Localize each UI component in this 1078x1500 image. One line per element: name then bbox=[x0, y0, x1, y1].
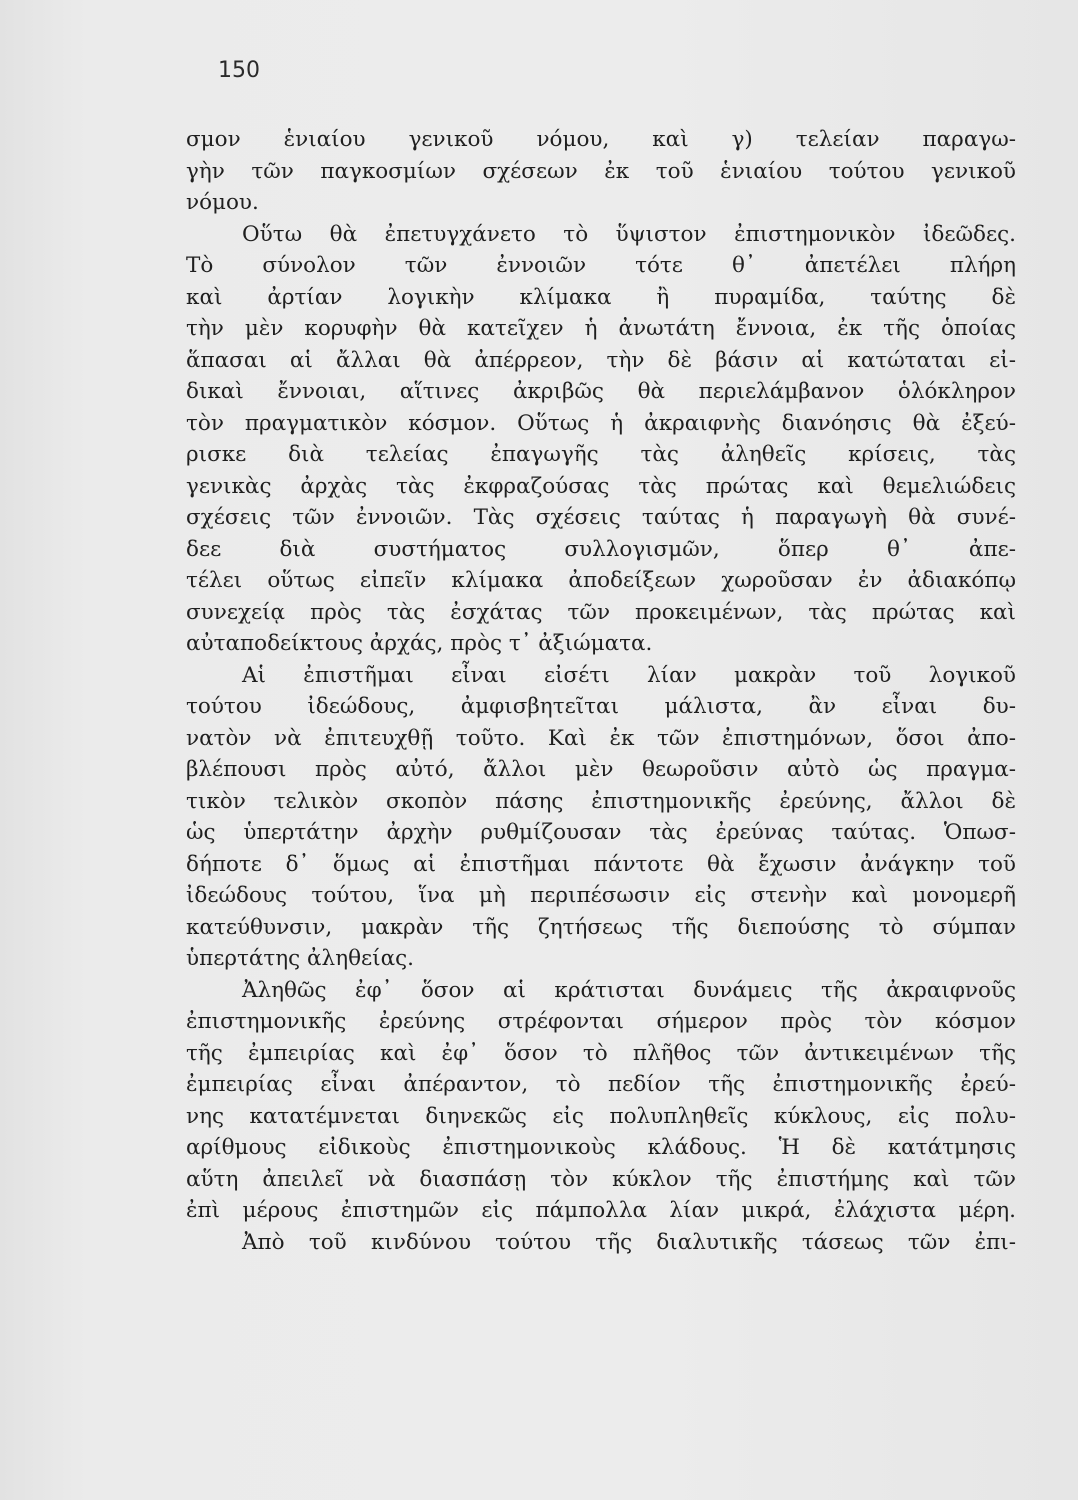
text-line: Οὕτω θὰ ἐπετυγχάνετο τὸ ὕψιστον ἐπιστημονικὸν ἰδεῶδες. bbox=[242, 221, 1016, 247]
text-line: σμον ἑνιαίου γενικοῦ νόμου, καὶ γ) τελείαν παραγω- bbox=[186, 127, 1016, 152]
text-line: σχέσεις τῶν ἐννοιῶν. Τὰς σχέσεις ταύτας ἡ παραγωγὴ θὰ συνέ- bbox=[186, 505, 1016, 530]
text-line: αὐταποδείκτους ἀρχάς, πρὸς τ᾽ ἀξιώματα. bbox=[186, 631, 653, 656]
text-line: Ἀληθῶς ἐφ᾽ ὅσον αἱ κράτισται δυνάμεις τῆς ἀκραιφνοῦς bbox=[242, 977, 1016, 1003]
text-line: νατὸν νὰ ἐπιτευχθῇ τοῦτο. Καὶ ἐκ τῶν ἐπιστημόνων, ὅσοι ἀπο- bbox=[186, 725, 1016, 751]
text-line: τὴν μὲν κορυφὴν θὰ κατεῖχεν ἡ ἀνωτάτη ἔννοια, ἐκ τῆς ὁποίας bbox=[186, 316, 1016, 341]
body-text bbox=[186, 124, 1016, 1258]
text-line: ρισκε διὰ τελείας ἐπαγωγῆς τὰς ἀληθεῖς κρίσεις, τὰς bbox=[186, 442, 1016, 467]
text-line: καὶ ἀρτίαν λογικὴν κλίμακα ἢ πυραμίδα, ταύτης δὲ bbox=[186, 284, 1016, 310]
text-line: γὴν τῶν παγκοσμίων σχέσεων ἐκ τοῦ ἑνιαίου τούτου γενικοῦ bbox=[186, 158, 1016, 184]
text-line: τῆς ἐμπειρίας καὶ ἐφ᾽ ὅσον τὸ πλῆθος τῶν ἀντικειμένων τῆς bbox=[186, 1040, 1016, 1066]
text-line: ἐπιστημονικῆς ἐρεύνης στρέφονται σήμερον πρὸς τὸν κόσμον bbox=[186, 1009, 1016, 1034]
text-line: δήποτε δ᾽ ὅμως αἱ ἐπιστῆμαι πάντοτε θὰ ἔχωσιν ἀνάγκην τοῦ bbox=[186, 851, 1016, 877]
text-line: αὕτη ἀπειλεῖ νὰ διασπάσῃ τὸν κύκλον τῆς ἐπιστήμης καὶ τῶν bbox=[186, 1166, 1016, 1192]
text-line: δικαὶ ἔννοιαι, αἵτινες ἀκριβῶς θὰ περιελάμβανον ὁλόκληρον bbox=[186, 379, 1016, 404]
text-line: τικὸν τελικὸν σκοπὸν πάσης ἐπιστημονικῆς ἐρεύνης, ἄλλοι δὲ bbox=[186, 788, 1016, 814]
text-line: δεε διὰ συστήματος συλλογισμῶν, ὅπερ θ᾽ ἀπε- bbox=[186, 536, 1016, 562]
text-line: βλέπουσι πρὸς αὐτό, ἄλλοι μὲν θεωροῦσιν αὐτὸ ὡς πραγμα- bbox=[186, 757, 1016, 782]
text-line: νόμου. bbox=[186, 190, 259, 215]
text-line: ὑπερτάτης ἀληθείας. bbox=[186, 946, 414, 971]
text-line: συνεχείᾳ πρὸς τὰς ἐσχάτας τῶν προκειμένων, τὰς πρώτας καὶ bbox=[186, 599, 1016, 625]
text-line: ἅπασαι αἱ ἄλλαι θὰ ἀπέρρεον, τὴν δὲ βάσιν αἱ κατώταται εἰ- bbox=[186, 347, 1016, 373]
page-number: 150 bbox=[218, 58, 260, 83]
text-line: αρίθμους εἰδικοὺς ἐπιστημονικοὺς κλάδους. Ἡ δὲ κατάτμησις bbox=[186, 1135, 1016, 1160]
text-line: ἰδεώδους τούτου, ἵνα μὴ περιπέσωσιν εἰς στενὴν καὶ μονομερῆ bbox=[186, 883, 1016, 908]
text-line: Ἀπὸ τοῦ κινδύνου τούτου τῆς διαλυτικῆς τάσεως τῶν ἐπι- bbox=[242, 1229, 1016, 1255]
text-line: τούτου ἰδεώδους, ἀμφισβητεῖται μάλιστα, ἂν εἶναι δυ- bbox=[186, 694, 1016, 719]
text-line: τέλει οὕτως εἰπεῖν κλίμακα ἀποδείξεων χωροῦσαν ἐν ἀδιακόπῳ bbox=[186, 568, 1016, 593]
text-line: νης κατατέμνεται διηνεκῶς εἰς πολυπληθεῖς κύκλους, εἰς πολυ- bbox=[186, 1103, 1016, 1129]
text-line: κατεύθυνσιν, μακρὰν τῆς ζητήσεως τῆς διεπούσης τὸ σύμπαν bbox=[186, 914, 1016, 940]
text-line: Τὸ σύνολον τῶν ἐννοιῶν τότε θ᾽ ἀπετέλει πλήρη bbox=[186, 253, 1016, 278]
text-line: γενικὰς ἀρχὰς τὰς ἐκφραζούσας τὰς πρώτας καὶ θεμελιώδεις bbox=[186, 473, 1016, 499]
text-line: ἐμπειρίας εἶναι ἀπέραντον, τὸ πεδίον τῆς ἐπιστημονικῆς ἐρεύ- bbox=[186, 1072, 1016, 1097]
text-line: ὡς ὑπερτάτην ἀρχὴν ρυθμίζουσαν τὰς ἐρεύνας ταύτας. Ὁπωσ- bbox=[186, 820, 1016, 845]
text-line: τὸν πραγματικὸν κόσμον. Οὕτως ἡ ἀκραιφνὴς διανόησις θὰ ἐξεύ- bbox=[186, 410, 1016, 436]
text-line: ἐπὶ μέρους ἐπιστημῶν εἰς πάμπολλα λίαν μικρά, ἐλάχιστα μέρη. bbox=[186, 1198, 1016, 1223]
text-line: Αἱ ἐπιστῆμαι εἶναι εἰσέτι λίαν μακρὰν τοῦ λογικοῦ bbox=[242, 662, 1016, 688]
